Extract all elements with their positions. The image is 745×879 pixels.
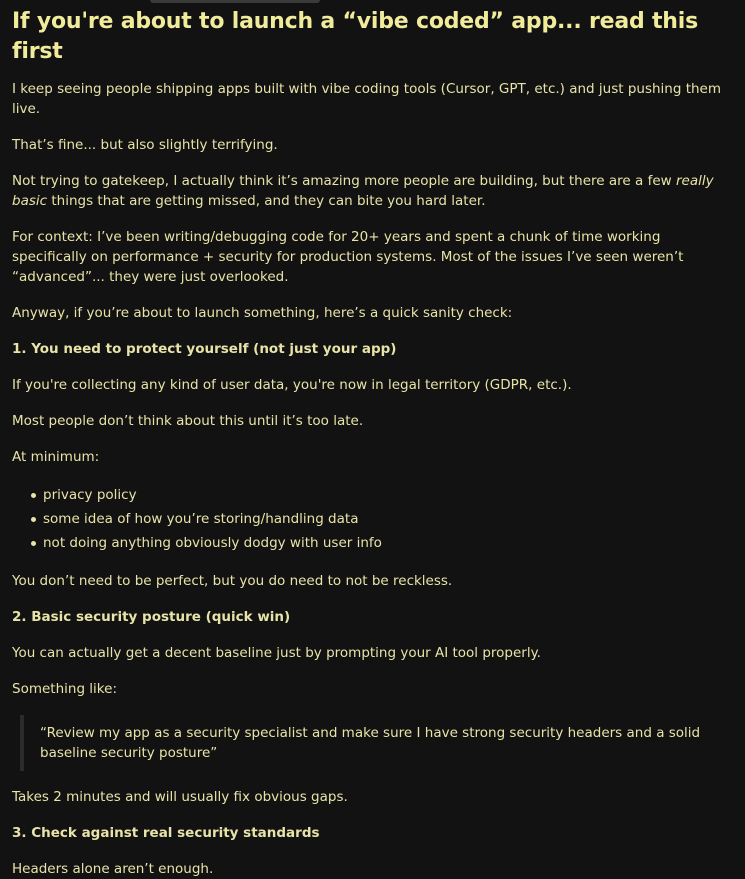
paragraph-context: For context: I’ve been writing/debugging code for 20+ years and spent a chunk of time working specifically on performance + security for production systems. Most of the issues I’ve seen weren’t “advanced”... they were just overlooked. [12,229,684,285]
section-2-paragraph-3: Takes 2 minutes and will usually fix obvious gaps. [12,789,348,805]
paragraph-gatekeep-end: things that are getting missed, and they can bite you hard later. [47,193,486,209]
minimum-requirements-list [12,483,733,555]
list-item: not doing anything obviously dodgy with user info [43,531,733,555]
section-1-heading: 1. You need to protect yourself (not just your app) [12,341,397,357]
list-item: some idea of how you’re storing/handling data [43,507,733,531]
post-title: If you're about to launch a “vibe coded” app... read this first [12,9,698,64]
paragraph-gatekeep-start: Not trying to gatekeep, I actually think it’s amazing more people are building, but there are a few [12,173,676,189]
list-item: privacy policy [43,483,733,507]
section-3-paragraph-1: Headers alone aren’t enough. [12,861,214,877]
section-2-heading: 2. Basic security posture (quick win) [12,609,291,625]
paragraph-gatekeep [12,171,733,211]
blockquote-prompt [20,715,710,771]
section-1-paragraph-4: You don’t need to be perfect, but you do need to not be reckless. [12,573,453,589]
section-1-paragraph-1: If you're collecting any kind of user data, you're now in legal territory (GDPR, etc.). [12,377,572,393]
paragraph-sanity-check: Anyway, if you’re about to launch something, here’s a quick sanity check: [12,305,513,321]
section-3-heading: 3. Check against real security standards [12,825,320,841]
section-1-paragraph-3: At minimum: [12,449,100,465]
section-2-paragraph-2: Something like: [12,681,117,697]
paragraph-intro: I keep seeing people shipping apps built with vibe coding tools (Cursor, GPT, etc.) and just pushing them live. [12,81,722,117]
emphasis-really-basic: really basic [12,173,714,209]
blockquote-text: “Review my app as a security specialist and make sure I have strong security headers and a solid baseline security posture” [40,725,701,761]
paragraph-fine: That’s fine... but also slightly terrifying. [12,137,278,153]
section-1-paragraph-2: Most people don’t think about this until it’s too late. [12,413,364,429]
section-2-paragraph-1: You can actually get a decent baseline just by prompting your AI tool properly. [12,645,541,661]
